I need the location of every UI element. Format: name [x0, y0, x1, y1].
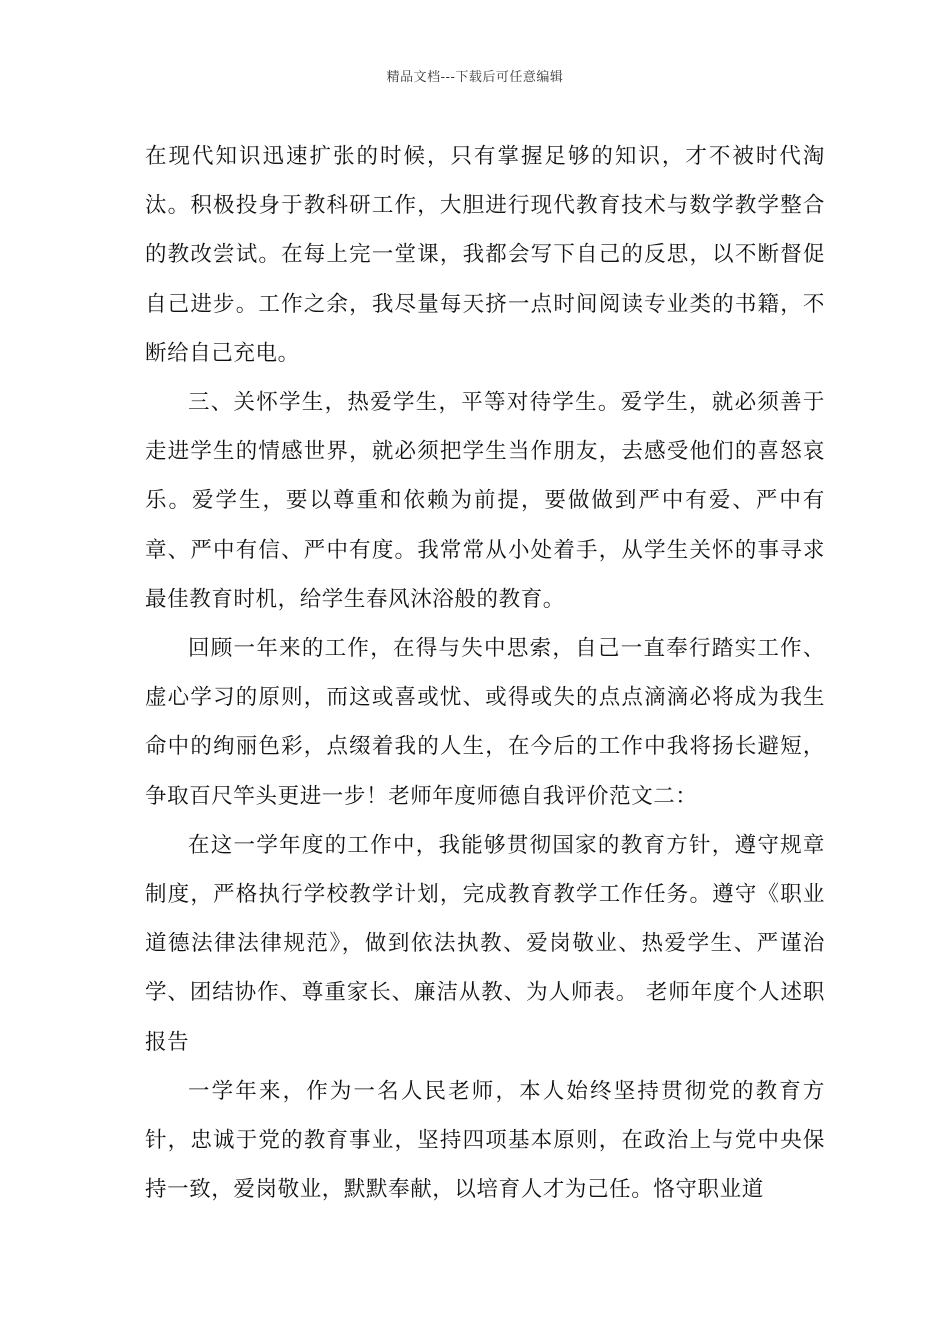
paragraph-2: 三、关怀学生，热爱学生，平等对待学生。爱学生，就必须善于走进学生的情感世界，就必须把学生当作朋友，去感受他们的喜怒哀乐。爱学生，要以尊重和依赖为前提，要做做到严中有爱、严中有章、严中有信、严中有度。我常常从小处着手，从学生关怀的事寻求最佳教育时机，给学生春风沐浴般的教育。 [145, 390, 825, 612]
document-body [145, 132, 825, 1214]
paragraph-4: 在这一学年度的工作中，我能够贯彻国家的教育方针，遵守规章制度，严格执行学校教学计划，完成教育教学工作任务。遵守《职业道德法律法律规范》，做到依法执教、爱岗敬业、热爱学生、严谨治学、团结协作、尊重家长、廉洁从教、为人师表。 老师年度个人述职报告 [145, 832, 825, 1055]
page-header: 精品文档---下载后可任意编辑 [386, 70, 564, 85]
paragraph-5: 一学年来，作为一名人民老师，本人始终坚持贯彻党的教育方针，忠诚于党的教育事业，坚持四项基本原则，在政治上与党中央保持一致，爱岗敬业，默默奉献，以培育人才为己任。恪守职业道 [145, 1078, 825, 1203]
paragraph-1: 在现代知识迅速扩张的时候，只有掌握足够的知识，才不被时代淘汰。积极投身于教科研工作，大胆进行现代教育技术与数学教学整合的教改尝试。在每上完一堂课，我都会写下自己的反思，以不断督促自己进步。工作之余，我尽量每天挤一点时间阅读专业类的书籍，不断给自己充电。 [145, 144, 825, 366]
paragraph-3: 回顾一年来的工作，在得与失中思索，自己一直奉行踏实工作、虚心学习的原则，而这或喜或忧、或得或失的点点滴滴必将成为我生命中的绚丽色彩，点缀着我的人生，在今后的工作中我将扬长避短，争取百尺竿头更进一步！老师年度师德自我评价范文二： [145, 636, 825, 809]
